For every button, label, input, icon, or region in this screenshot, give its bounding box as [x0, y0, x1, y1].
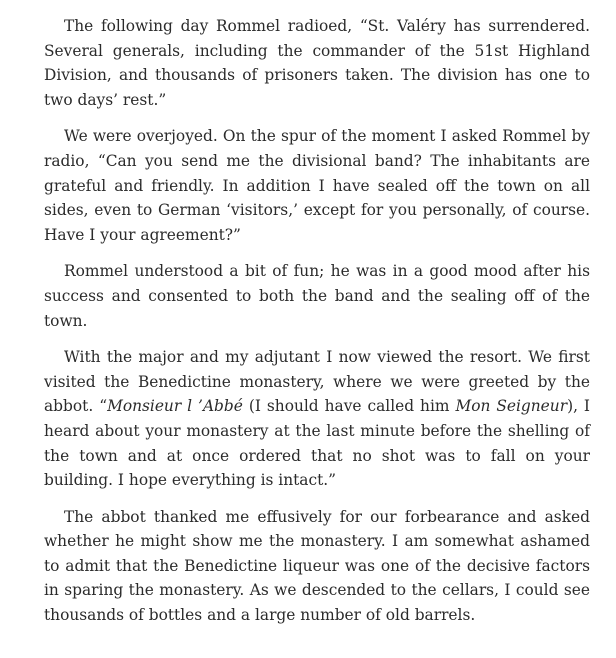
italic-title: Mon Seigneur: [455, 397, 568, 416]
italic-salutation: Monsieur l ’Abbé: [107, 397, 243, 416]
paragraph-text: With the major and my adjutant I now viewed the resort. We first visited the Benedictine monastery, where we were greeted by the abbot. “: [44, 348, 590, 416]
paragraph-text: ), I heard about your monastery at the last minute before the shelling of the town and at once ordered that no shot was to fall on your building. I hope everything is intact.”: [44, 397, 591, 490]
paragraph-text: We were overjoyed. On the spur of the moment I asked Rommel by radio, “Can you send me the divisional band? The inhabitants are grateful and friendly. In addition I have sealed off the town on all sides, even to German ‘visitors,’ except for you personally, of course. Have I your agreement?”: [44, 127, 590, 244]
paragraph-5: [44, 505, 590, 628]
paragraph-4: [44, 345, 590, 493]
paragraph-text: Rommel understood a bit of fun; he was in a good mood after his success and consented to both the band and the sealing off of the town.: [44, 262, 590, 330]
paragraph-1: [44, 14, 590, 112]
paragraph-3: [44, 259, 590, 333]
paragraph-text: The following day Rommel radioed, “St. Valéry has surrendered. Several generals, including the commander of the 51st Highland Division, and thousands of prisoners taken. The division has one to two days’ rest.”: [44, 17, 590, 109]
paragraph-2: [44, 124, 590, 247]
paragraph-text: (I should have called him: [242, 397, 456, 416]
paragraph-text: The abbot thanked me effusively for our forbearance and asked whether he might show me the monastery. I am somewhat ashamed to admit that the Benedictine liqueur was one of the decisive factors in sparing the monastery. As we descended to the cellars, I could see thousands of bottles and a large number of old barrels.: [44, 507, 590, 625]
